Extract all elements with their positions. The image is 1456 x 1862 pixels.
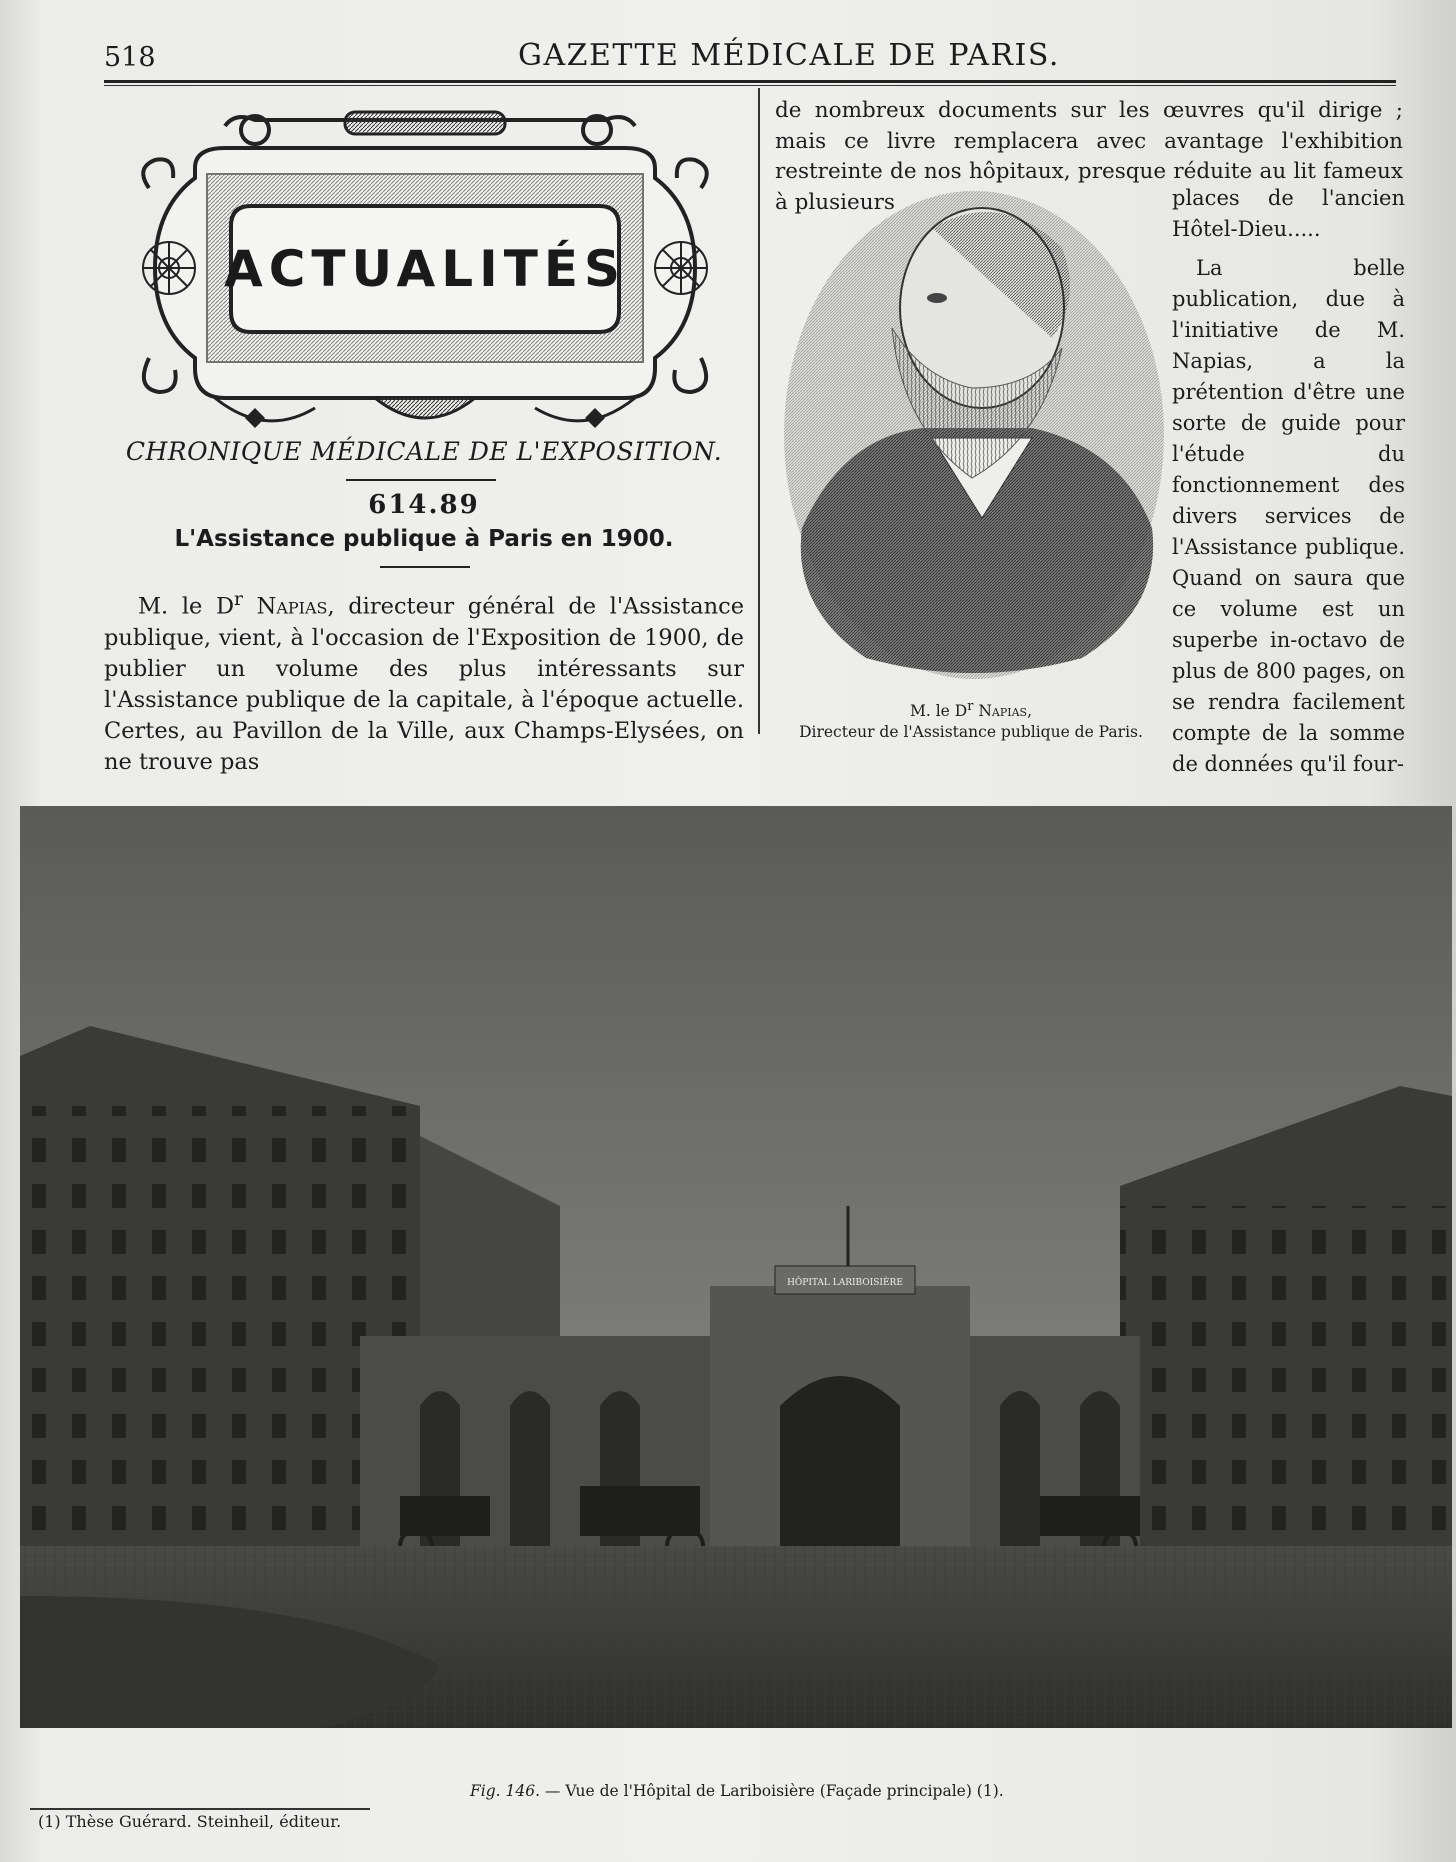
figure-caption-text: — Vue de l'Hôpital de Lariboisière (Façade principale) (1). [540, 1782, 1004, 1800]
portrait-caption-title: Directeur de l'Assistance publique de Paris. [799, 723, 1143, 742]
section-heading: CHRONIQUE MÉDICALE DE L'EXPOSITION. [125, 437, 723, 466]
article-body-left [104, 584, 744, 778]
footnote: (1) Thèse Guérard. Steinheil, éditeur. [38, 1812, 342, 1831]
caption-superscript: r [967, 699, 974, 714]
journal-title: GAZETTE MÉDICALE DE PARIS. [518, 38, 1060, 73]
classification-number: 614.89 [368, 490, 480, 520]
lead-superscript: r [234, 589, 243, 610]
running-head [100, 34, 1400, 74]
caption-prefix: M. le D [910, 702, 968, 721]
hospital-sign: HÔPITAL LARIBOISIÈRE [787, 1278, 903, 1288]
caption-comma: , [1027, 702, 1032, 721]
page-number: 518 [104, 42, 156, 73]
paragraph-1: places de l'ancien Hôtel-Dieu..... [1172, 186, 1405, 241]
article-body-right-side [1172, 183, 1405, 780]
paragraph-2: La belle publication, due à l'initiative de M. Napias, a la prétention d'être une sorte de guide pour l'étude du fonctionnement des divers services de l'Assistance publique. Quand on saura que ce volume est un superbe in-octavo de plus de 800 pages, on se rendra facilement compte de la somme de données qu'il four- [1172, 256, 1405, 776]
hospital-photograph [20, 806, 1452, 1728]
header-rule-thin [104, 85, 1396, 86]
caption-name: Napias [978, 702, 1028, 721]
figure-caption [470, 1782, 1070, 1800]
figure-label: Fig. 146. [470, 1782, 540, 1800]
portrait-caption [776, 696, 1166, 743]
portrait-caption-name [776, 696, 1166, 722]
footnote-rule [30, 1808, 370, 1810]
lead-name: Napias [256, 593, 328, 620]
title-rule [380, 566, 470, 568]
lead-text: M. le D [138, 593, 235, 620]
column-divider [758, 88, 760, 734]
body-text: , directeur général de l'Assistance publique, vient, à l'occasion de l'Exposition de 1900, de publier un volume des plus intéressants sur l'Assistance publique de la capitale, à l'époque actuelle. Certes, au Pavillon de la Ville, aux Champs-Elysées, on ne trouve pas [104, 593, 745, 775]
cartouche-title: ACTUALITÉS [224, 240, 626, 298]
article-title: L'Assistance publique à Paris en 1900. [174, 526, 674, 552]
portrait-engraving [782, 188, 1166, 682]
heading-rule [346, 479, 496, 481]
header-rule [104, 80, 1396, 83]
article-body-right-top: de nombreux documents sur les œuvres qu'il dirige ; mais ce livre remplacera avec avantage l'exhibition restreinte de nos hôpitaux, presque réduite au lit fameux à plusieurs [775, 98, 1403, 215]
actualites-cartouche [135, 108, 715, 430]
